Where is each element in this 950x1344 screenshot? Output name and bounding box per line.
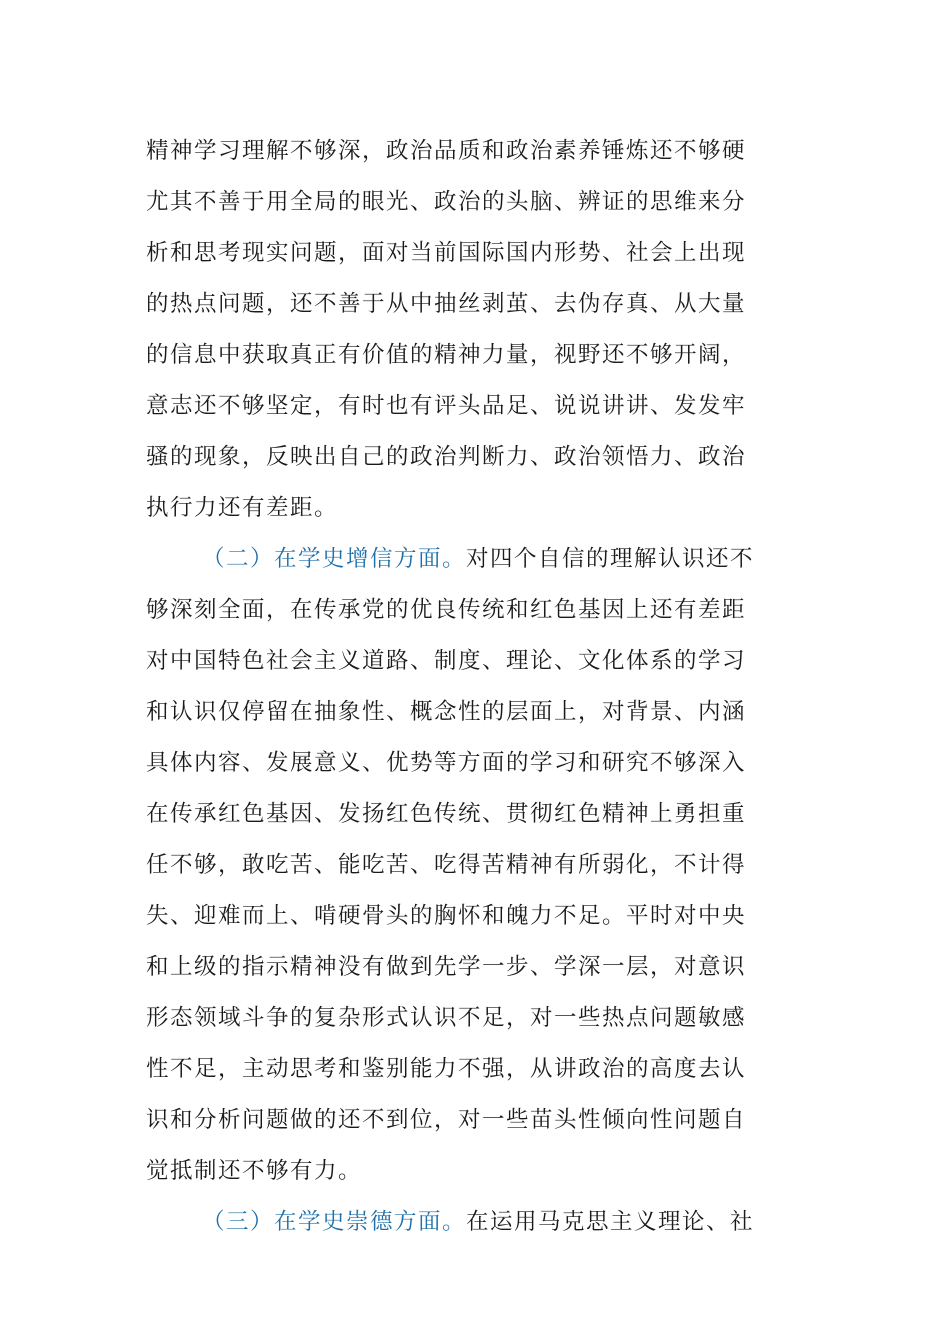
paragraph-line: 和认识仅停留在抽象性、概念性的层面上，对背景、内涵 <box>146 699 747 725</box>
document-body <box>146 126 810 1248</box>
paragraph-line: 析和思考现实问题，面对当前国际国内形势、社会上出现 <box>146 240 747 266</box>
paragraph-line: 意志还不够坚定，有时也有评头品足、说说讲讲、发发牢 <box>146 393 747 419</box>
paragraph-line: 骚的现象，反映出自己的政治判断力、政治领悟力、政治 <box>146 444 747 470</box>
section-2-heading: （二）在学史增信方面。 <box>202 546 467 572</box>
paragraph-line: 在传承红色基因、发扬红色传统、贯彻红色精神上勇担重 <box>146 801 747 827</box>
section-3-first-line-text: 在运用马克思主义理论、社 <box>466 1209 755 1235</box>
paragraph-line: 形态领域斗争的复杂形式认识不足，对一些热点问题敏感 <box>146 1005 747 1031</box>
paragraph-line: 精神学习理解不够深，政治品质和政治素养锤炼还不够硬 <box>146 138 747 164</box>
section-2-first-line-text: 对四个自信的理解认识还不 <box>466 546 755 572</box>
section-3-heading: （三）在学史崇德方面。 <box>202 1209 467 1235</box>
paragraph-line: 任不够，敢吃苦、能吃苦、吃得苦精神有所弱化，不计得 <box>146 852 747 878</box>
paragraph-line: 的信息中获取真正有价值的精神力量，视野还不够开阔， <box>146 342 747 368</box>
section-3-first-line <box>146 1197 810 1248</box>
paragraph-line: 执行力还有差距。 <box>146 495 339 521</box>
paragraph-line: 和上级的指示精神没有做到先学一步、学深一层，对意识 <box>146 954 747 980</box>
section-2-first-line <box>146 534 810 585</box>
paragraph-line: 的热点问题，还不善于从中抽丝剥茧、去伪存真、从大量 <box>146 291 747 317</box>
paragraph-line: 对中国特色社会主义道路、制度、理论、文化体系的学习 <box>146 648 747 674</box>
paragraph-line: 觉抵制还不够有力。 <box>146 1158 363 1184</box>
paragraph-line: 尤其不善于用全局的眼光、政治的头脑、辨证的思维来分 <box>146 189 747 215</box>
paragraph-line: 具体内容、发展意义、优势等方面的学习和研究不够深入 <box>146 750 747 776</box>
paragraph-line: 失、迎难而上、啃硬骨头的胸怀和魄力不足。平时对中央 <box>146 903 747 929</box>
paragraph-line: 性不足，主动思考和鉴别能力不强，从讲政治的高度去认 <box>146 1056 747 1082</box>
paragraph-line: 够深刻全面，在传承党的优良传统和红色基因上还有差距 <box>146 597 747 623</box>
paragraph-line: 识和分析问题做的还不到位，对一些苗头性倾向性问题自 <box>146 1107 747 1133</box>
